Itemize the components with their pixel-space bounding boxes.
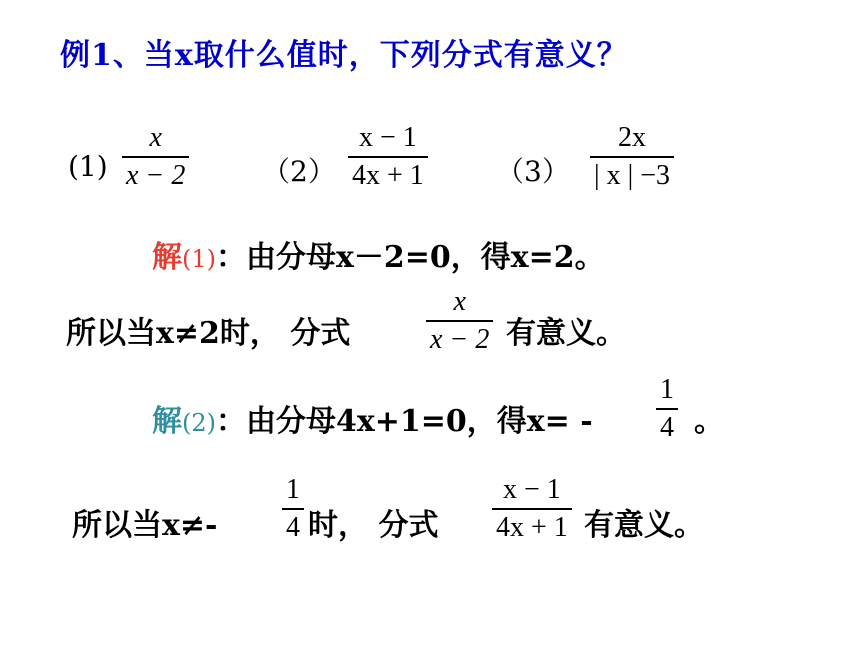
problem-1-label: (1) [68,150,108,183]
solution-2-conclusion-suffix: 有意义。 [584,508,704,543]
solution-2-text: ：由分母4x+1=0，得x= - [216,404,593,439]
solution-2-numerator: x − 1 [503,474,561,505]
solution-2-condition-numerator: 1 [286,474,300,505]
problem-2-numerator: x − 1 [359,122,417,153]
problem-1-denominator: x − 2 [126,160,186,191]
solution-1-conclusion-suffix: 有意义。 [506,316,626,351]
problem-3-numerator: 2x [618,122,646,153]
solution-1-line [152,232,605,276]
solution-2-conclusion-mid: 时， 分式 [308,508,439,543]
page-title: 例1、当x取什么值时，下列分式有意义？ [60,38,628,73]
problem-2-label: （2） [262,155,336,188]
solution-2-condition-fraction [282,476,304,542]
problem-3-label: （3） [496,155,570,188]
solution-2-condition-denominator: 4 [286,512,300,543]
solution-1-conclusion-prefix: 所以当x≠2时， 分式 [66,316,351,351]
solution-2-result-denominator: 4 [660,412,674,443]
solution-2-result-end: 。 [694,404,724,439]
solution-2-conclusion-prefix: 所以当x≠- [72,508,218,543]
solution-1-fraction [426,288,493,354]
solution-2-line [152,396,593,440]
solution-2-result-numerator: 1 [660,374,674,405]
solution-1-denominator: x − 2 [430,324,490,355]
solution-2-result-fraction [656,376,678,442]
problem-3-denominator: | x | −3 [594,160,671,191]
solution-2-denominator: 4x + 1 [496,512,568,543]
solution-1-text: ：由分母x－2=0，得x=2。 [216,240,605,275]
solution-1-keyword: 解 [152,240,182,275]
solution-1-numerator: x [453,286,466,317]
problem-1-numerator: x [149,122,162,153]
solution-2-fraction [492,476,572,542]
problem-2-fraction [348,124,428,190]
problem-3-fraction [590,124,674,190]
problem-2-denominator: 4x + 1 [352,160,424,191]
solution-2-keyword: 解 [152,404,182,439]
problem-1-fraction [122,124,189,190]
solution-2-label: (2) [182,409,216,437]
solution-1-label: (1) [182,245,216,273]
